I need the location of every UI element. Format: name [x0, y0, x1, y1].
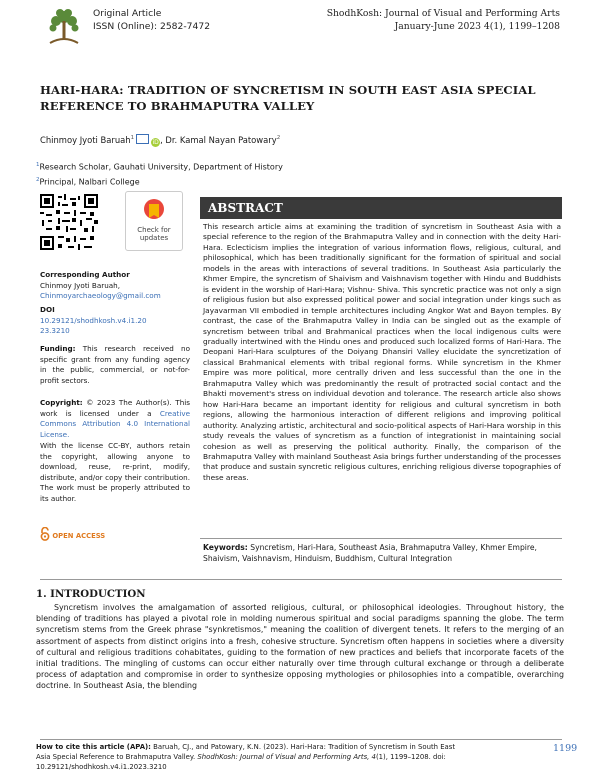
license-link[interactable]: Creative Commons Attribution 4.0 International License. [40, 408, 190, 439]
copyright-label: Copyright: [40, 398, 83, 407]
mail-icon[interactable] [136, 134, 149, 144]
funding-label: Funding: [40, 344, 76, 353]
header-left [93, 7, 210, 33]
page-number: 1199 [553, 743, 578, 754]
affiliation-2: $^2$Principal, Nalbari College [36, 176, 140, 187]
open-access-logo: OPEN ACCESS [40, 527, 105, 541]
abstract-heading: ABSTRACT [208, 201, 283, 215]
orcid-icon[interactable]: iD [152, 139, 159, 146]
issn: ISSN (Online): 2582-7472 [93, 21, 211, 32]
funding-block [40, 344, 190, 386]
open-lock-icon [40, 527, 50, 541]
corresponding-label: Corresponding Author [40, 270, 130, 279]
journal-name: ShodhKosh: Journal of Visual and Performing Arts [326, 8, 560, 19]
footer-divider [40, 739, 562, 740]
intro-heading: 1. INTRODUCTION [36, 588, 146, 600]
bookmark-icon [143, 198, 165, 224]
check-updates-badge[interactable] [125, 191, 183, 251]
affiliations [36, 159, 283, 188]
license-note: With the license CC-BY, authors retain the copyright, allowing anyone to download, reuse, re-print, modify, distribute, and/or copy their contribution. The work must be properly attributed to its author. [40, 441, 190, 503]
author-2[interactable]: Dr. Kamal Nayan Patowary [165, 135, 277, 145]
issue-info: January-June 2023 4(1), 1199–1208 [394, 21, 560, 32]
author-1[interactable]: Chinmoy Jyoti Baruah [40, 135, 131, 145]
corresponding-email[interactable]: Chinmoyarchaeology@gmail.com [40, 291, 161, 301]
check-updates-text: Check for updates [137, 226, 171, 242]
abstract-body: This research article aims at examining the tradition of syncretism in Southeast Asia with a special reference to the region of the Brahmaputra Valley and in connection with the deity Hari-Hara. Eclecticism implies the integration of various information flows, religious, cultural, and philosophical, which has been traditionally significant for the formation of spiritual and social models in the areas with interactions of several traditions. In Southeast Asia particularly the Khmer Empire, the syncretism of Shaivism and Vaishnavism together with Hindu and Buddhists is evident in the worship of Hari-Hara; Vishnu- Shiva. This syncretic practice was not only a sign of religious fusion but also expressed political power and social integration under kings such as Jayavarman VII embodied in temple architectures including Angkor Wat and Bayon temples. By contrast, the case of the Brahmaputra Valley in India can be singled out as the example of syncretism between tribal and Brahmanical practices when the local indigenous cults were gradually intertwined with the Hindu ones and produced such localized forms of Hari-Hara. The Deopani Hari-Hara sculptures of the Doiyang Dhansiri Valley elucidate the syncretization of classical Brahmanical elements with tribal regional forms. While syncretism in the Khmer Empire was more political, more centrally driven and less successful than the one in the Brahmaputra Valley which was predominantly the result of protracted social contact and the Bhakti movement's stress on individual devotion and tolerance. The research article also shows how Hari-Hara became an important identity for religious and cultural syncretism in both regions, allowing the harmonious interaction of different religions and improving political authority. Analyzing artistic, architectural and socio-political aspects of Hari-Hara worship in this study reveals the values of syncretism as a function of integrationist in maintaining social cohesion as well as preserving the political authority. Finally, the comparison of the Brahmaputra Valley with mainland Southeast Asia brings further understanding of the processes that produce and sustain syncretic religious cultures, enriching religious diverse topographies of these areas. [203, 222, 561, 482]
doi-link[interactable]: 10.29121/shodhkosh.v4.i1.2023.3210 [40, 315, 147, 336]
citation-text-1: Baruah, CJ., and Patowary, K.N. (2023). Hari-Hara: Tradition of Syncretism in South East Asia Special Reference to Brahmaputra Valley. [36, 743, 456, 761]
citation-text-2: (1), 1199–1208. doi: 10.29121/shodhkosh.v4.i1.2023.3210 [36, 753, 446, 771]
citation-journal: ShodhKosh: Journal of Visual and Performing Arts, 4 [197, 753, 376, 761]
affiliation-1: $^1$Research Scholar, Gauhati University, Department of History [36, 162, 283, 172]
corresponding-author [40, 270, 190, 302]
abstract-heading-bar [200, 197, 562, 219]
qr-code [40, 194, 98, 250]
citation [36, 742, 466, 772]
authors-line: Chinmoy Jyoti Baruah$^1$iD, Dr. Kamal Nayan Patowary$^2$ [40, 135, 281, 146]
copyright-text: © 2023 The Author(s). This work is licensed under a [40, 398, 190, 418]
keywords-divider [200, 538, 562, 539]
article-title: HARI-HARA: TRADITION OF SYNCRETISM IN SOUTH EAST ASIA SPECIAL REFERENCE TO BRAHMAPUTRA VALLEY [40, 83, 536, 113]
doi-block [40, 305, 190, 337]
citation-label: How to cite this article (APA): [36, 743, 151, 751]
keywords-label: Keywords: [203, 543, 248, 552]
journal-logo [44, 5, 84, 51]
corresponding-name: Chinmoy Jyoti Baruah, [40, 280, 121, 290]
author-1-sup: 1 [130, 135, 135, 142]
section-divider [40, 579, 562, 580]
funding-text: This research received no specific grant from any funding agency in the public, commercial, or not-for-profit sectors. [40, 344, 190, 385]
doi-label: DOI [40, 305, 55, 314]
keywords-text: Syncretism, Hari-Hara, Southeast Asia, Brahmaputra Valley, Khmer Empire, Shaivism, Vaishnavism, Hinduism, Buddhism, Cultural Integration [203, 543, 537, 563]
intro-body: Syncretism involves the amalgamation of assorted religious, cultural, or philosophical ideologies. Throughout history, the blending of traditions has played a pivotal role in molding numerous spiritual and social paradigms spanning the globe. The term syncretism stems from the Greek phrase "synkretismos," meaning the coalition of divergent tenets. It refers to the merging of an assortment of aspects from distinct origins into a fresh, cohesive structure. Syncretism often happens in societies where a diversity of cultural and religious traditions cohabitates, guiding to the formation of new practices and beliefs that incorporate facets of the initial traditions. The mingling of customs can occur either naturally over time through cultural exchange or through a deliberate process of adaptation and compromise in order to synthesize opposing mythologies or philosophies into a compatible, overarching doctrine. In Southeast Asia, the blending [36, 603, 564, 691]
copyright-block [40, 398, 190, 440]
header-right [327, 7, 560, 33]
author-2-sup: 2 [276, 135, 281, 142]
keywords [203, 542, 561, 564]
article-type: Original Article [93, 8, 162, 19]
